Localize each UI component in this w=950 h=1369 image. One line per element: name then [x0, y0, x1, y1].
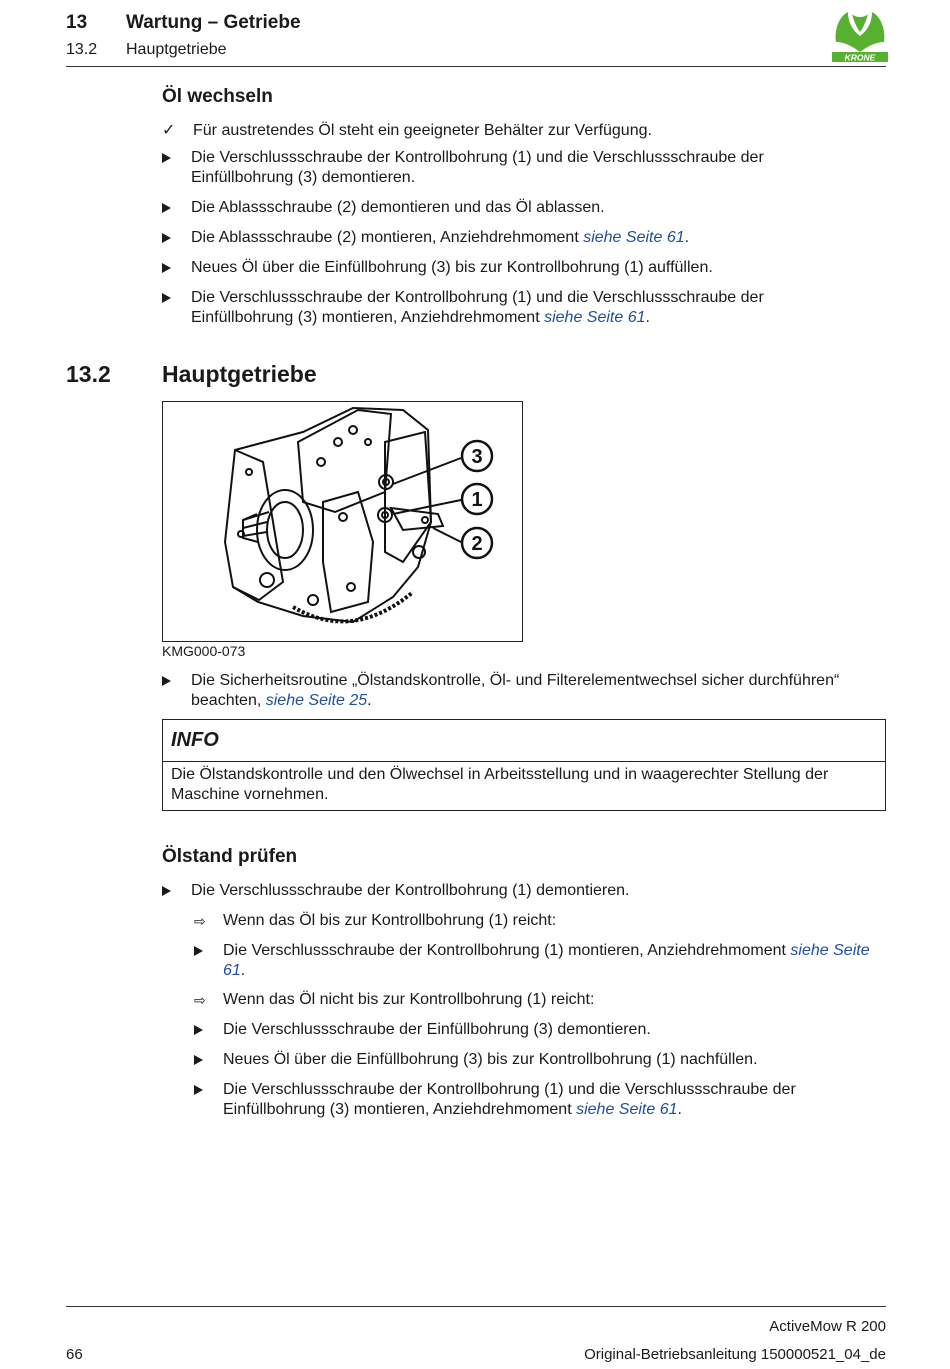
- result-text: Wenn das Öl bis zur Kontrollbohrung (1) reicht:: [223, 912, 557, 929]
- section-title: Hauptgetriebe: [162, 361, 317, 387]
- page-link[interactable]: siehe Seite 61: [576, 1101, 678, 1118]
- step-end: .: [645, 309, 650, 326]
- oil-change-step-1: [162, 148, 862, 188]
- result-item-2: [194, 990, 874, 1010]
- bullet-triangle-icon: [162, 148, 182, 169]
- bullet-triangle-icon: [162, 881, 182, 902]
- callout-2: 2: [471, 533, 483, 555]
- step-end: .: [367, 692, 372, 709]
- chapter-title: Wartung – Getriebe: [126, 12, 301, 33]
- precondition-item: [162, 121, 862, 141]
- step-text: Die Verschlussschraube der Kontrollbohrung (1) und die Verschlussschraube der Einfüllbohrung (3) montieren, Anziehdrehmoment: [191, 289, 764, 326]
- figure-caption: KMG000-073: [162, 643, 246, 659]
- result-1-step: [194, 941, 874, 981]
- precondition-text: Für austretendes Öl steht ein geeigneter Behälter zur Verfügung.: [193, 122, 652, 139]
- page-link[interactable]: siehe Seite 25: [265, 692, 368, 709]
- oil-change-step-2: [162, 198, 862, 218]
- callout-3: 3: [471, 446, 483, 468]
- step-text: Die Verschlussschraube der Kontrollbohrung (1) und die Verschlussschraube der Einfüllbohrung (3) demontieren.: [191, 149, 764, 186]
- bullet-triangle-icon: [162, 228, 182, 249]
- safety-step: [162, 671, 862, 711]
- gearbox-figure: [162, 401, 523, 642]
- step-end: .: [240, 962, 246, 979]
- bullet-triangle-icon: [194, 1080, 214, 1101]
- result-arrow-icon: ⇨: [194, 992, 206, 1008]
- oil-change-step-3: [162, 228, 862, 248]
- level-check-heading: Ölstand prüfen: [162, 846, 298, 867]
- info-text: Die Ölstandskontrolle und den Ölwechsel in Arbeitsstellung und in waagerechter Stellung der Maschine vornehmen.: [171, 766, 829, 803]
- page-link[interactable]: siehe Seite 61: [223, 942, 870, 979]
- result-2-step-3: [194, 1080, 874, 1120]
- step-text: Die Ablassschraube (2) demontieren und das Öl ablassen.: [191, 199, 605, 216]
- oil-change-step-5: [162, 288, 862, 328]
- krone-logo: [832, 8, 888, 64]
- oil-change-heading: Öl wechseln: [162, 86, 273, 107]
- checkmark-icon: ✓: [162, 122, 176, 139]
- level-check-step-1: [162, 881, 862, 901]
- chapter-number: 13: [66, 12, 88, 33]
- bullet-triangle-icon: [162, 258, 182, 279]
- footer-divider: [66, 1306, 886, 1307]
- result-text: Wenn das Öl nicht bis zur Kontrollbohrung (1) reicht:: [223, 991, 595, 1008]
- bullet-triangle-icon: [194, 1050, 214, 1071]
- info-divider: [163, 761, 885, 762]
- callout-1: 1: [471, 489, 483, 511]
- page-link[interactable]: siehe Seite 61: [583, 229, 685, 246]
- section-title-header: Hauptgetriebe: [126, 41, 227, 58]
- gearbox-drawing: [163, 402, 522, 641]
- step-text: Die Verschlussschraube der Einfüllbohrung (3) demontieren.: [223, 1021, 651, 1038]
- bullet-triangle-icon: [194, 941, 214, 962]
- result-item-1: [194, 911, 874, 931]
- step-text: Die Ablassschraube (2) montieren, Anziehdrehmoment: [191, 229, 584, 246]
- step-text: Die Verschlussschraube der Kontrollbohrung (1) montieren, Anziehdrehmoment: [223, 942, 791, 959]
- bullet-triangle-icon: [162, 671, 182, 692]
- page-number: 66: [66, 1346, 83, 1363]
- bullet-triangle-icon: [162, 198, 182, 219]
- step-end: .: [677, 1101, 682, 1118]
- step-text: Die Sicherheitsroutine „Ölstandskontrolle, Öl- und Filterelementwechsel sicher durchführen“ beachten,: [191, 672, 840, 709]
- info-title: INFO: [171, 729, 219, 751]
- page-link[interactable]: siehe Seite 61: [544, 309, 646, 326]
- section-number: 13.2: [66, 361, 111, 387]
- result-2-step-2: [194, 1050, 874, 1070]
- step-text: Neues Öl über die Einfüllbohrung (3) bis zur Kontrollbohrung (1) auffüllen.: [191, 259, 713, 276]
- section-number-header: 13.2: [66, 41, 98, 58]
- step-end: .: [684, 229, 690, 246]
- result-2-step-1: [194, 1020, 874, 1040]
- logo-text: KRONE: [844, 52, 876, 63]
- footer-document: Original-Betriebsanleitung 150000521_04_de: [584, 1346, 886, 1363]
- step-text: Neues Öl über die Einfüllbohrung (3) bis zur Kontrollbohrung (1) nachfüllen.: [223, 1051, 758, 1068]
- step-text: Die Verschlussschraube der Kontrollbohrung (1) und die Verschlussschraube der Einfüllbohrung (3) montieren, Anziehdrehmoment: [223, 1081, 796, 1118]
- header-divider: [66, 66, 886, 67]
- bullet-triangle-icon: [162, 288, 182, 309]
- info-box: [162, 719, 886, 811]
- footer-model: ActiveMow R 200: [769, 1318, 886, 1335]
- result-arrow-icon: ⇨: [194, 913, 206, 929]
- step-text: Die Verschlussschraube der Kontrollbohrung (1) demontieren.: [191, 882, 630, 899]
- bullet-triangle-icon: [194, 1020, 214, 1041]
- oil-change-step-4: [162, 258, 862, 278]
